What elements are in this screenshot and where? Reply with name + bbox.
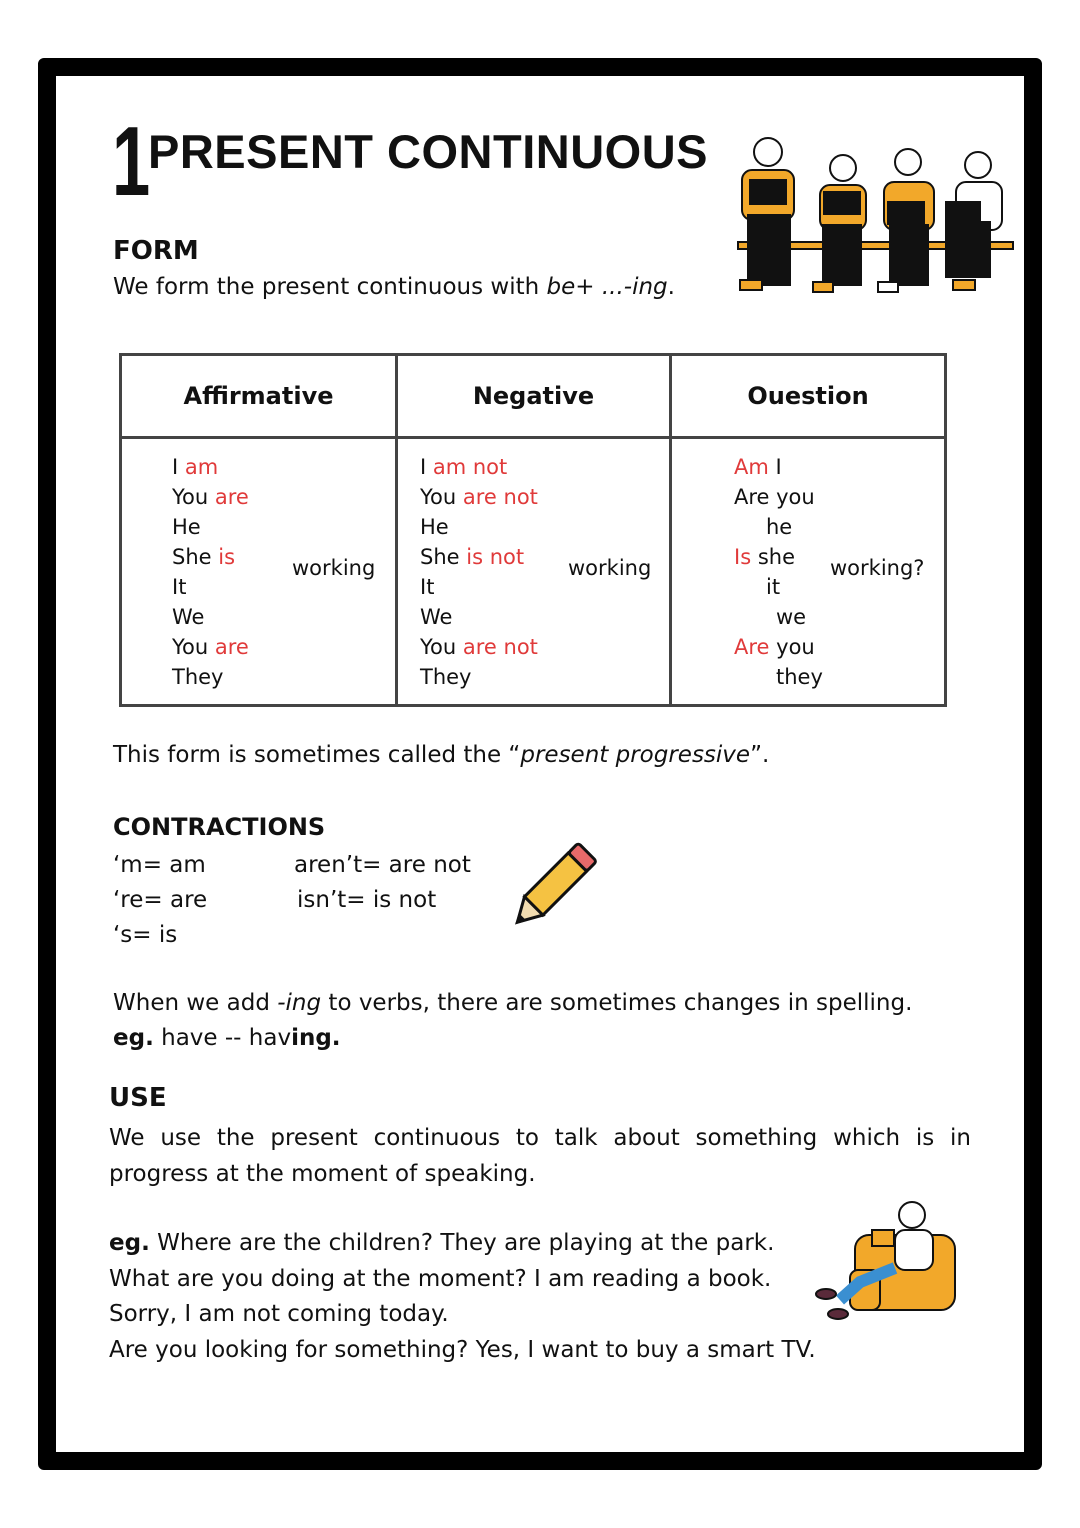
pronoun-row — [172, 512, 249, 542]
auxiliary-verb: Are — [734, 635, 770, 659]
pronoun-row — [734, 482, 823, 512]
contraction-item: ‘m= am — [113, 852, 206, 878]
pronoun: It — [420, 575, 435, 599]
note-text: This form is sometimes called the “ — [113, 742, 521, 768]
pronoun-row — [420, 482, 538, 512]
pronoun-row — [734, 542, 823, 572]
auxiliary-verb: Is — [734, 545, 752, 569]
pronoun: I — [768, 455, 782, 479]
pronoun: He — [420, 515, 449, 539]
pronoun-row — [420, 632, 538, 662]
note-term: present progressive — [520, 742, 751, 768]
pronoun-row — [420, 602, 538, 632]
contraction-item: ‘s= is — [113, 922, 178, 948]
spelling-suffix: -ing — [277, 990, 322, 1016]
pronoun: he — [766, 515, 793, 539]
pronoun-row — [420, 572, 538, 602]
header-affirmative: Affirmative — [122, 356, 395, 439]
pronoun: We — [420, 605, 453, 629]
pronoun: You — [172, 485, 215, 509]
pronoun: she — [751, 545, 795, 569]
use-description: We use the present continuous to talk about something which is in progress at the moment of speaking. — [109, 1125, 971, 1187]
man-reading-illustration — [810, 1190, 965, 1325]
pronoun-row — [172, 482, 249, 512]
pronoun: I — [420, 455, 433, 479]
pronoun: You — [420, 635, 463, 659]
spelling-example — [113, 1025, 341, 1051]
auxiliary-verb: Am — [734, 455, 769, 479]
auxiliary-verb: is — [218, 545, 236, 569]
contraction-item: isn’t= is not — [297, 887, 437, 913]
example-line: Sorry, I am not coming today. — [109, 1301, 449, 1327]
form-formula: be+ ...-ing — [546, 274, 668, 300]
pronoun: They — [172, 665, 224, 689]
example-text: have -- hav — [153, 1025, 292, 1051]
header-negative: Negative — [398, 356, 669, 439]
example-text: Where are the children? They are playing at the park. — [149, 1230, 775, 1256]
pronoun: It — [172, 575, 187, 599]
pronoun-row — [734, 602, 823, 632]
contractions-right — [294, 848, 471, 918]
students-reading-illustration — [728, 130, 1018, 310]
auxiliary-verb: are not — [462, 485, 538, 509]
column-divider — [669, 356, 672, 704]
pronoun-row — [734, 632, 823, 662]
pronoun-row — [420, 542, 538, 572]
pronoun-row — [172, 632, 249, 662]
spelling-text-end: to verbs, there are sometimes changes in spelling. — [321, 990, 913, 1016]
verb-negative: working — [568, 556, 652, 580]
pronoun-row — [172, 662, 249, 692]
pronoun-row — [172, 572, 249, 602]
auxiliary-verb: are — [214, 485, 249, 509]
contraction-item: aren’t= are not — [294, 852, 471, 878]
pronoun: you — [769, 635, 815, 659]
pronoun: She — [420, 545, 467, 569]
contraction-item: ‘re= are — [113, 887, 208, 913]
conjugation-table — [119, 353, 947, 707]
pronoun-row — [420, 512, 538, 542]
pronoun-row — [734, 572, 823, 602]
question-forms — [734, 452, 823, 692]
contractions-heading: CONTRACTIONS — [113, 813, 326, 841]
form-text-end: . — [667, 274, 675, 300]
pronoun: I — [172, 455, 185, 479]
auxiliary-verb: am not — [432, 455, 508, 479]
pronoun-row — [172, 452, 249, 482]
example-line — [109, 1226, 816, 1262]
form-heading: FORM — [113, 236, 199, 266]
auxiliary-verb: are — [214, 635, 249, 659]
pronoun: they — [776, 665, 823, 689]
pronoun: it — [766, 575, 781, 599]
contractions-left — [113, 848, 207, 953]
pronoun: You — [420, 485, 463, 509]
eg-label: eg. — [113, 1025, 154, 1051]
pronoun: You — [172, 635, 215, 659]
verb-question: working? — [830, 556, 925, 580]
pronoun-row — [172, 602, 249, 632]
header-question: Ouestion — [672, 356, 944, 439]
example-line: Are you looking for something? Yes, I want to buy a smart TV. — [109, 1336, 816, 1363]
use-heading: USE — [109, 1083, 167, 1113]
pronoun-row — [734, 452, 823, 482]
pronoun: Are you — [734, 485, 815, 509]
pronoun: We — [172, 605, 205, 629]
example-line: What are you doing at the moment? I am reading a book. — [109, 1265, 772, 1292]
pencil-icon — [500, 828, 615, 940]
spelling-note — [113, 990, 912, 1016]
pronoun-row — [734, 512, 823, 542]
page-title: PRESENT CONTINUOUS — [148, 125, 708, 178]
column-divider — [395, 356, 398, 704]
eg-label: eg. — [109, 1230, 150, 1256]
pronoun-row — [172, 542, 249, 572]
use-examples — [109, 1226, 816, 1368]
auxiliary-verb: is not — [466, 545, 525, 569]
note-end: ”. — [750, 742, 770, 768]
auxiliary-verb: am — [184, 455, 219, 479]
pronoun-row — [420, 662, 538, 692]
affirmative-forms — [172, 452, 249, 692]
form-description — [113, 274, 675, 300]
pronoun-row — [420, 452, 538, 482]
auxiliary-verb: are not — [462, 635, 538, 659]
pronoun: They — [420, 665, 472, 689]
example-suffix: ing. — [291, 1025, 341, 1051]
spelling-text: When we add — [113, 990, 278, 1016]
lesson-number: 1 — [112, 106, 151, 216]
pronoun: He — [172, 515, 201, 539]
progressive-note — [113, 742, 769, 768]
pronoun: She — [172, 545, 219, 569]
pronoun-row — [734, 662, 823, 692]
verb-affirmative: working — [292, 556, 376, 580]
negative-forms — [420, 452, 538, 692]
pronoun: we — [776, 605, 807, 629]
form-text: We form the present continuous with — [113, 274, 547, 300]
